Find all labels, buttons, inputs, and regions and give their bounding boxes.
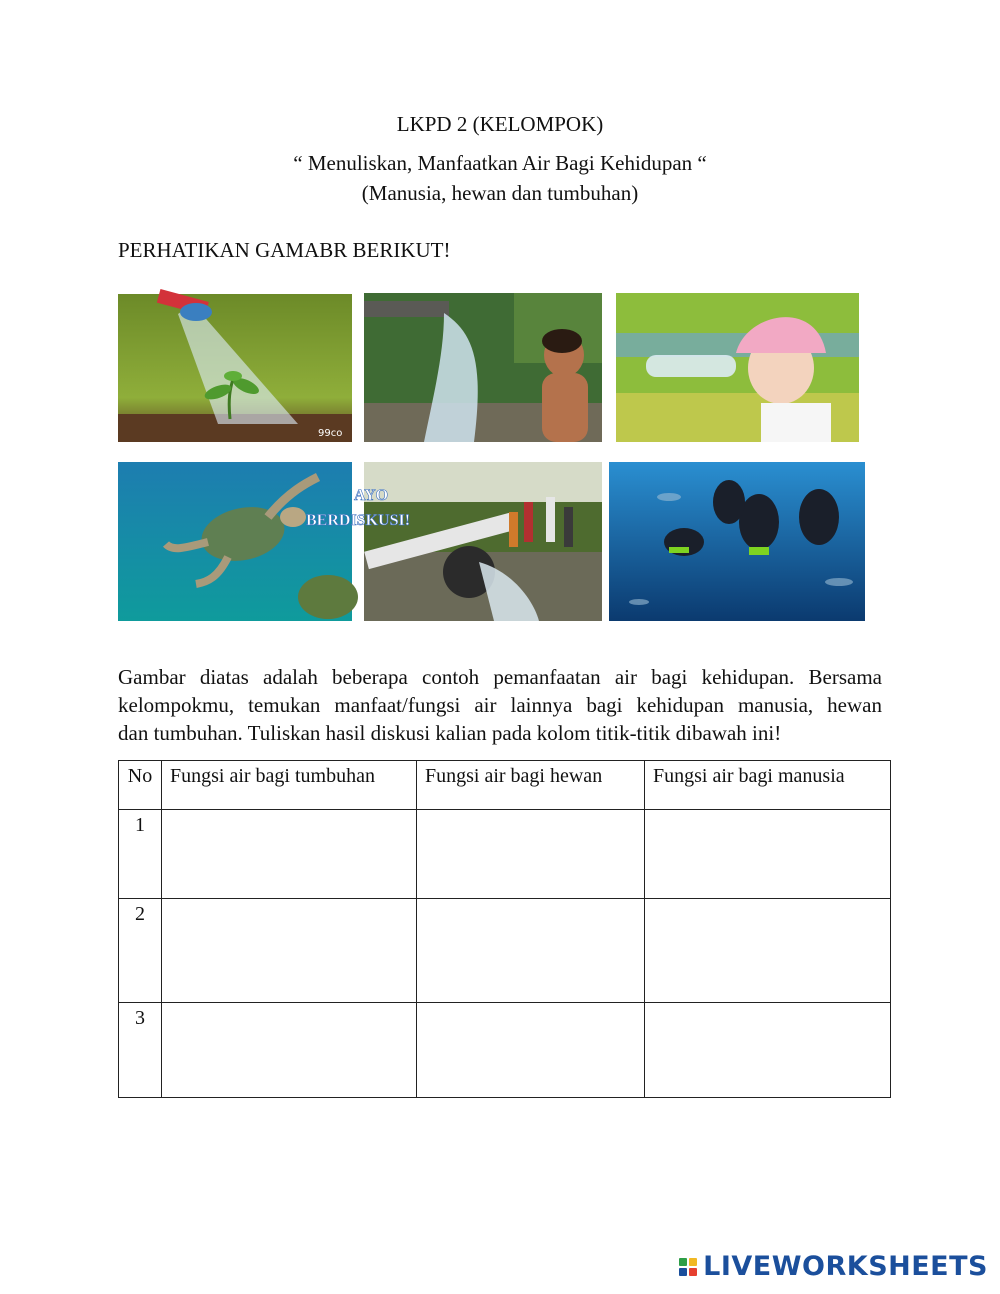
header-animals: Fungsi air bagi hewan: [417, 761, 645, 810]
header-no: No: [119, 761, 162, 810]
water-pipe-turbine-image: [306, 462, 602, 621]
table-row: [119, 810, 891, 899]
child-drinking-image: [616, 293, 859, 442]
watermark-99co: 99co: [318, 428, 343, 439]
child-bathing-image: [364, 293, 602, 442]
answer-animals-1[interactable]: [417, 810, 645, 899]
instruction-paragraph: [118, 663, 882, 747]
table-row: [119, 899, 891, 1003]
answer-humans-1[interactable]: [645, 810, 891, 899]
instruction-heading: PERHATIKAN GAMABR BERIKUT!: [118, 238, 451, 262]
liveworksheets-logo[interactable]: [679, 1251, 988, 1282]
answer-table: [118, 760, 891, 1098]
answer-humans-2[interactable]: [645, 899, 891, 1003]
answer-animals-3[interactable]: [417, 1003, 645, 1098]
row-number: 3: [119, 1003, 162, 1098]
paragraph-line-2: dan tumbuhan. Tuliskan hasil diskusi kalian pada kolom titik-titik dibawah ini!: [118, 721, 782, 745]
sea-turtle-image: [118, 462, 352, 621]
table-header-row: [119, 761, 891, 810]
scuba-divers-image: [609, 462, 865, 621]
row-number: 2: [119, 899, 162, 1003]
overlay-text-ayo: AYO: [354, 487, 389, 504]
table-row: [119, 1003, 891, 1098]
worksheet-subtitle: “ Menuliskan, Manfaatkan Air Bagi Kehidupan “: [293, 151, 707, 175]
header-plants: Fungsi air bagi tumbuhan: [162, 761, 417, 810]
answer-plants-2[interactable]: [162, 899, 417, 1003]
answer-plants-1[interactable]: [162, 810, 417, 899]
worksheet-subtitle-detail: (Manusia, hewan dan tumbuhan): [361, 181, 639, 205]
overlay-text-berdiskusi: BERDISKUSI!: [306, 512, 411, 529]
answer-animals-2[interactable]: [417, 899, 645, 1003]
row-number: 1: [119, 810, 162, 899]
paragraph-line-1: Gambar diatas adalah beberapa contoh pemanfaatan air bagi kehidupan. Bersama kelompokmu, temukan manfaat/fungsi air lainnya bagi kehidupan manusia, hewan: [118, 665, 882, 717]
brand-name: LIVEWORKSHEETS: [703, 1251, 988, 1282]
worksheet-title: LKPD 2 (KELOMPOK): [396, 112, 604, 136]
watering-plant-image: [118, 294, 352, 442]
answer-plants-3[interactable]: [162, 1003, 417, 1098]
liveworksheets-logo-icon: [679, 1258, 697, 1276]
header-humans: Fungsi air bagi manusia: [645, 761, 891, 810]
answer-humans-3[interactable]: [645, 1003, 891, 1098]
